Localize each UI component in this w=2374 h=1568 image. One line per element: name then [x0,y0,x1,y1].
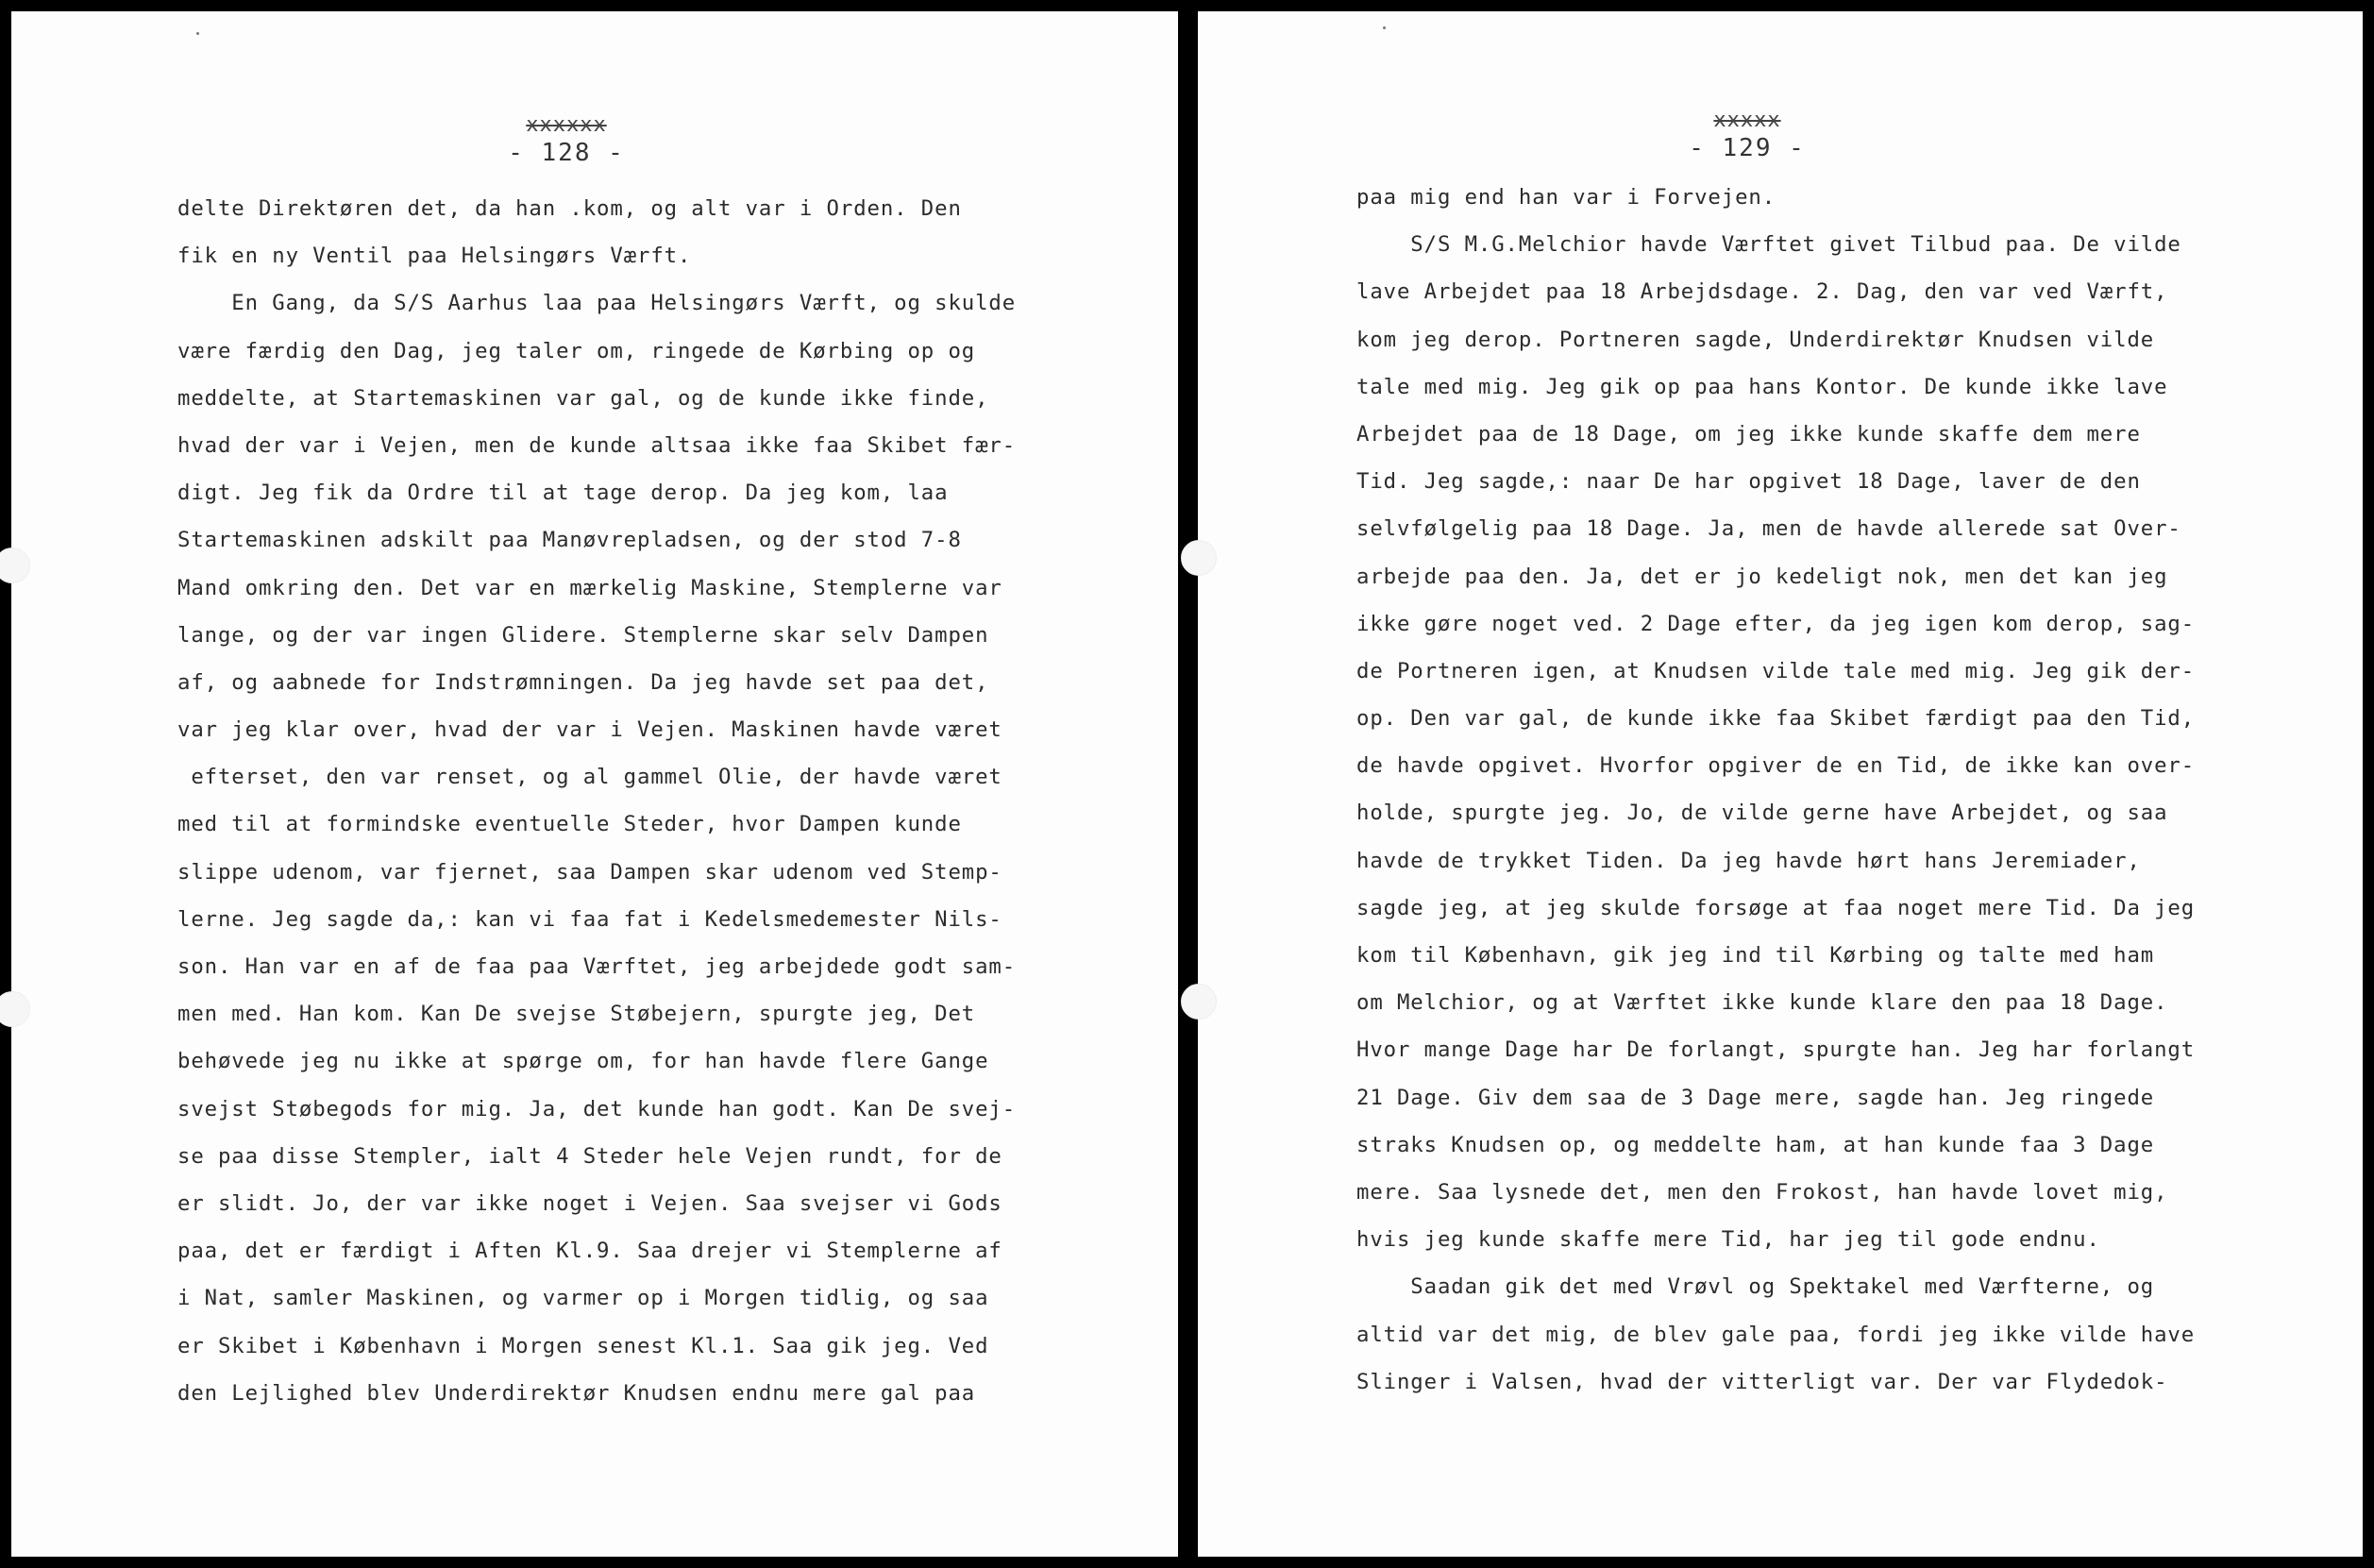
speck [196,32,199,35]
text-line: mere. Saa lysnede det, men den Frokost, han havde lovet mig, [1356,1179,2168,1205]
text-line: lave Arbejdet paa 18 Arbejdsdage. 2. Dag, den var ved Værft, [1356,279,2168,305]
text-line: efterset, den var renset, og al gammel Olie, der havde været [177,765,1002,790]
text-line: digt. Jeg fik da Ordre til at tage derop. Da jeg kom, laa [177,481,949,506]
text-line: Arbejdet paa de 18 Dage, om jeg ikke kunde skaffe dem mere [1356,421,2141,447]
text-line: er Skibet i København i Morgen senest Kl.1. Saa gik jeg. Ved [177,1333,989,1358]
text-line: være færdig den Dag, jeg taler om, ringede de Kørbing op og [177,338,976,363]
text-line: Saadan gik det med Vrøvl og Spektakel med Værfterne, og [1356,1274,2155,1300]
text-line: Tid. Jeg sagde,: naar De har opgivet 18 Dage, laver de den [1356,469,2141,495]
text-line: slippe udenom, var fjernet, saa Dampen skar udenom ved Stemp- [177,859,1002,885]
punch-hole [0,548,30,583]
text-line: lange, og der var ingen Glidere. Stemplerne skar selv Dampen [177,622,989,648]
text-line: S/S M.G.Melchior havde Værftet givet Tilbud paa. De vilde [1356,232,2181,258]
text-line: de havde opgivet. Hvorfor opgiver de en Tid, de ikke kan over- [1356,753,2196,779]
page-header [11,113,1178,167]
text-line: delte Direktøren det, da han .kom, og alt var i Orden. Den [177,196,962,221]
speck [1383,26,1386,29]
text-line: En Gang, da S/S Aarhus laa paa Helsingørs Værft, og skulde [177,291,1017,316]
struck-out-page-number: xxxxx [1713,109,1781,132]
text-line: sagde jeg, at jeg skulde forsøge at faa noget mere Tid. Da jeg [1356,895,2196,920]
text-line: Startemaskinen adskilt paa Manøvrepladsen, og der stod 7-8 [177,528,962,553]
text-line: var jeg klar over, hvad der var i Vejen. Maskinen havde været [177,717,1002,743]
text-line: paa mig end han var i Forvejen. [1356,185,1776,210]
text-line: Slinger i Valsen, hvad der vitterligt var. Der var Flydedok- [1356,1369,2168,1394]
page-number: - 129 - [1689,134,1806,162]
text-line: den Lejlighed blev Underdirektør Knudsen endnu mere gal paa [177,1380,976,1406]
text-line: altid var det mig, de blev gale paa, fordi jeg ikke vilde have [1356,1322,2196,1347]
text-line: selvfølgelig paa 18 Dage. Ja, men de havde allerede sat Over- [1356,516,2181,542]
text-line: behøvede jeg nu ikke at spørge om, for han havde flere Gange [177,1049,989,1074]
text-line: er slidt. Jo, der var ikke noget i Vejen. Saa svejser vi Gods [177,1190,1002,1216]
text-line: meddelte, at Startemaskinen var gal, og de kunde ikke finde, [177,385,989,411]
text-line: havde de trykket Tiden. Da jeg havde hørt hans Jeremiader, [1356,848,2141,873]
text-line: Hvor mange Dage har De forlangt, spurgte han. Jeg har forlangt [1356,1037,2196,1063]
text-line: kom jeg derop. Portneren sagde, Underdirektør Knudsen vilde [1356,327,2155,352]
text-line: straks Knudsen op, og meddelte ham, at han kunde faa 3 Dage [1356,1132,2155,1157]
text-line: men med. Han kom. Kan De svejse Støbejern, spurgte jeg, Det [177,1002,976,1027]
punch-hole [1181,540,1217,576]
typewritten-text [177,185,1016,1417]
text-line: de Portneren igen, at Knudsen vilde tale med mig. Jeg gik der- [1356,658,2196,683]
struck-out-page-number: xxxxxx [526,113,607,137]
text-line: ikke gøre noget ved. 2 Dage efter, da jeg igen kom derop, sag- [1356,611,2196,636]
text-line: son. Han var en af de faa paa Værftet, jeg arbejdede godt sam- [177,954,1017,979]
text-line: se paa disse Stempler, ialt 4 Steder hele Vejen rundt, for de [177,1143,1002,1169]
text-line: paa, det er færdigt i Aften Kl.9. Saa drejer vi Stemplerne af [177,1239,1002,1264]
text-line: hvad der var i Vejen, men de kunde altsaa ikke faa Skibet fær- [177,432,1017,458]
text-line: Mand omkring den. Det var en mærkelig Maskine, Stemplerne var [177,575,1002,600]
scan-page-right [1198,11,2363,1557]
page-divider [1178,0,1198,1568]
text-line: 21 Dage. Giv dem saa de 3 Dage mere, sagde han. Jeg ringede [1356,1085,2155,1110]
text-line: om Melchior, og at Værftet ikke kunde klare den paa 18 Dage. [1356,990,2168,1016]
text-line: fik en ny Ventil paa Helsingørs Værft. [177,244,692,269]
text-line: hvis jeg kunde skaffe mere Tid, har jeg til gode endnu. [1356,1227,2100,1253]
typewritten-text [1356,174,2195,1406]
text-line: i Nat, samler Maskinen, og varmer op i Morgen tidlig, og saa [177,1286,989,1311]
punch-hole [1181,984,1217,1020]
text-line: af, og aabnede for Indstrømningen. Da jeg havde set paa det, [177,669,989,695]
text-line: kom til København, gik jeg ind til Kørbing og talte med ham [1356,943,2155,968]
scan-page-left [11,11,1178,1557]
text-line: svejst Støbegods for mig. Ja, det kunde han godt. Kan De svej- [177,1096,1017,1121]
punch-hole [0,991,30,1027]
text-line: op. Den var gal, de kunde ikke faa Skibet færdigt paa den Tid, [1356,706,2196,732]
text-line: holde, spurgte jeg. Jo, de vilde gerne have Arbejdet, og saa [1356,801,2168,826]
text-line: lerne. Jeg sagde da,: kan vi faa fat i Kedelsmedemester Nils- [177,906,1002,932]
page-number: - 128 - [508,139,625,167]
text-line: med til at formindske eventuelle Steder, hvor Dampen kunde [177,812,962,837]
text-line: arbejde paa den. Ja, det er jo kedeligt nok, men det kan jeg [1356,564,2168,589]
text-line: tale med mig. Jeg gik op paa hans Kontor. De kunde ikke lave [1356,374,2168,399]
page-header [1198,109,2363,162]
